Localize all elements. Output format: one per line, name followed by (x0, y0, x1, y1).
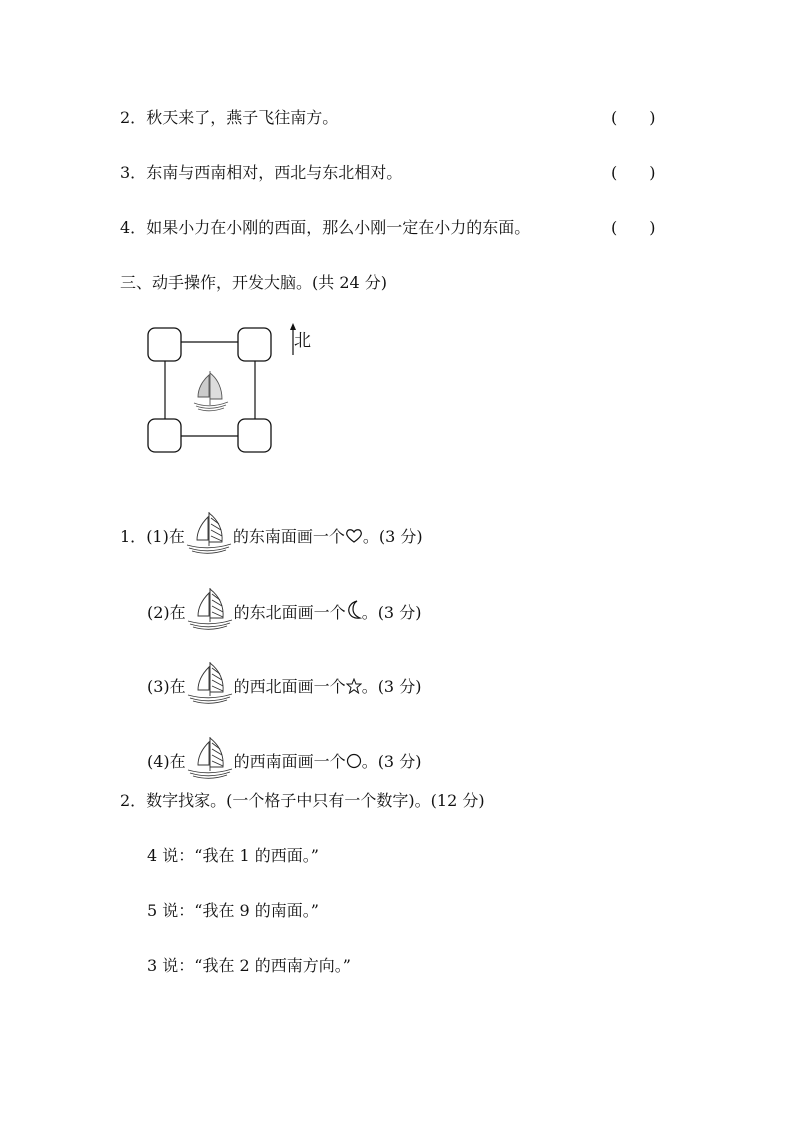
q1-part-3 (147, 660, 421, 704)
item-number: 2． (120, 108, 147, 127)
q2-statement: 3 说：“我在 2 的西南方向。” (147, 956, 351, 975)
heart-outline-icon (345, 528, 363, 544)
grid-box-southeast (238, 419, 271, 452)
part-label: (2)在 (147, 603, 186, 622)
q1-part-1 (120, 510, 423, 554)
compass-north-label: 北 (294, 331, 311, 351)
answer-parenthesis[interactable]: ( ) (611, 218, 656, 237)
item-number: 3． (120, 163, 147, 182)
score-text: 。(3 分) (362, 527, 423, 546)
item-text: 如果小力在小刚的西面，那么小刚一定在小力的东面。 (146, 218, 531, 237)
north-arrow-icon (290, 323, 296, 330)
judge-item-2 (120, 106, 338, 130)
part-text: 的西南面画一个 (233, 752, 346, 771)
answer-parenthesis[interactable]: ( ) (611, 163, 656, 182)
judge-item-3 (120, 161, 402, 185)
part-label: (1)在 (146, 527, 185, 546)
item-text: 秋天来了，燕子飞往南方。 (146, 108, 339, 127)
grid-box-northwest (148, 328, 181, 361)
score-text: 。(3 分) (361, 603, 422, 622)
score-text: 。(3 分) (361, 677, 422, 696)
q1-part-2 (147, 586, 421, 630)
question-number: 1． (120, 527, 147, 546)
item-number: 4． (120, 218, 147, 237)
q2-statement: 4 说：“我在 1 的西面。” (147, 846, 319, 865)
q1-part-4 (147, 735, 421, 779)
part-label: (4)在 (147, 752, 186, 771)
circle-outline-icon (346, 753, 362, 769)
sailboat-icon (194, 371, 228, 411)
sailboat-icon (185, 510, 233, 554)
sailboat-icon (186, 586, 234, 630)
section-title: 三、动手操作，开发大脑。(共 24 分) (120, 273, 388, 292)
q2-title: 2．数字找家。(一个格子中只有一个数字)。(12 分) (120, 791, 485, 810)
sailboat-icon (186, 660, 234, 704)
answer-parenthesis[interactable]: ( ) (611, 108, 656, 127)
judge-item-4 (120, 216, 530, 240)
grid-box-northeast (238, 328, 271, 361)
grid-box-southwest (148, 419, 181, 452)
part-text: 的东南面画一个 (232, 527, 345, 546)
part-text: 的东北面画一个 (233, 603, 346, 622)
item-text: 东南与西南相对，西北与东北相对。 (146, 163, 403, 182)
direction-grid-diagram (145, 322, 325, 457)
part-text: 的西北面画一个 (233, 677, 346, 696)
sailboat-icon (186, 735, 234, 779)
star-outline-icon (346, 678, 362, 694)
part-label: (3)在 (147, 677, 186, 696)
q2-statement: 5 说：“我在 9 的南面。” (147, 901, 319, 920)
crescent-moon-icon (346, 600, 362, 620)
score-text: 。(3 分) (361, 752, 422, 771)
